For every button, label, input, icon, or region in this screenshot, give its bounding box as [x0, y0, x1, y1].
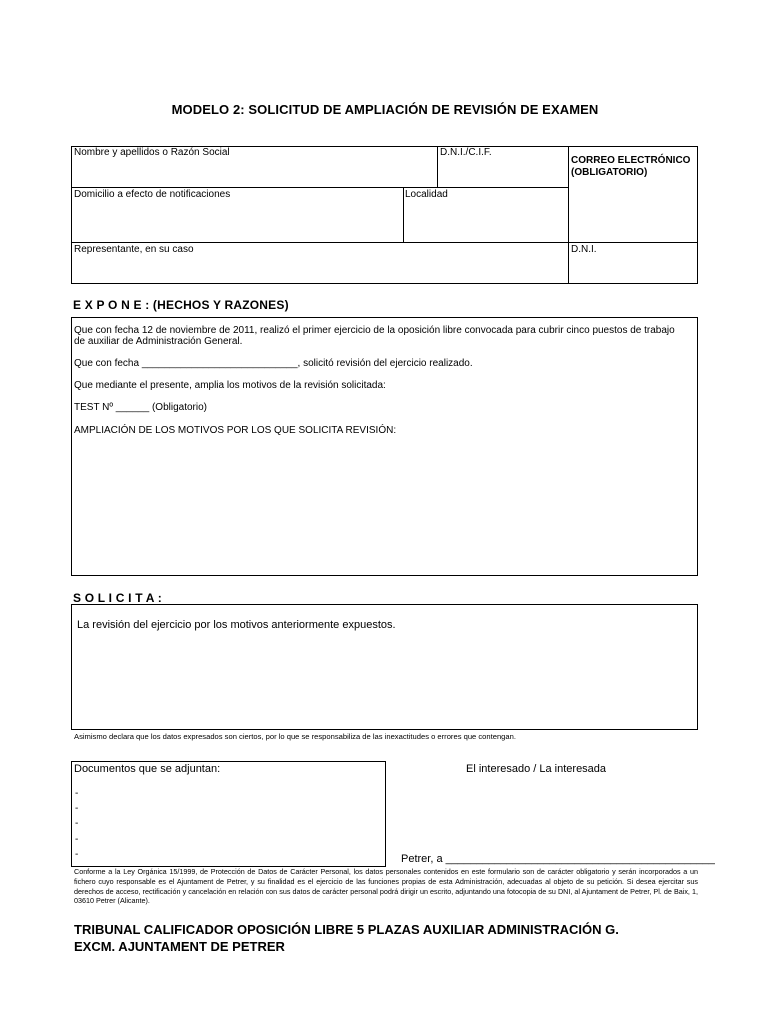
documents-label: Documentos que se adjuntan: [74, 763, 221, 775]
document-item: - [75, 803, 79, 814]
document-item: - [75, 788, 79, 799]
expone-paragraph-3: Que mediante el presente, amplia los motivos de la revisión solicitada: [74, 380, 386, 391]
page-title: MODELO 2: SOLICITUD DE AMPLIACIÓN DE REVISIÓN DE EXAMEN [171, 102, 599, 117]
interested-label: El interesado / La interesada [466, 763, 607, 775]
document-item: - [75, 818, 79, 829]
dni-cif-field[interactable]: D.N.I./C.I.F. [440, 147, 492, 158]
email-required-label: (OBLIGATORIO) [571, 167, 648, 178]
data-protection-notice: Conforme a la Ley Orgánica 15/1999, de Protección de Datos de Carácter Personal, los datos personales contenidos en este formulario son de carácter obligatorio y serán incorporados a un fichero cuyo responsable es el Ajuntament de Petrer, y su finalidad es el ejercicio de las funciones propias de esta Administración, adecuadas al objeto de su petición. Si desea ejercitar sus derechos de acceso, rectificación y cancelación en relación con sus datos de carácter personal podrá dirigir un escrito, adjuntando una fotocopia de su DNI, al Ajuntament de Petrer, Pl. de Baix, 1, 03610 Petrer (Alicante). [74, 867, 698, 906]
place-date-line[interactable]: Petrer, a ____________________________________________ [401, 853, 715, 865]
solicita-text: La revisión del ejercicio por los motivos anteriormente expuestos. [77, 619, 396, 631]
representative-field[interactable]: Representante, en su caso [74, 244, 194, 255]
locality-field[interactable]: Localidad [405, 189, 448, 200]
divider [437, 146, 438, 187]
divider [71, 242, 698, 243]
divider [403, 187, 404, 242]
document-item: - [75, 834, 79, 845]
footer-line-2: EXCM. AJUNTAMENT DE PETRER [74, 939, 285, 954]
dni-field[interactable]: D.N.I. [571, 244, 597, 255]
document-item: - [75, 849, 79, 860]
footer-line-1: TRIBUNAL CALIFICADOR OPOSICIÓN LIBRE 5 PLAZAS AUXILIAR ADMINISTRACIÓN G. [74, 922, 619, 937]
reasons-label: AMPLIACIÓN DE LOS MOTIVOS POR LOS QUE SOLICITA REVISIÓN: [74, 425, 397, 436]
expone-heading: E X P O N E : (HECHOS Y RAZONES) [73, 298, 289, 312]
expone-paragraph-1a: Que con fecha 12 de noviembre de 2011, realizó el primer ejercicio de la oposición libre convocada para cubrir cinco puestos de trabajo [74, 325, 675, 336]
name-field[interactable]: Nombre y apellidos o Razón Social [74, 147, 230, 158]
documents-box[interactable] [71, 761, 386, 867]
email-field[interactable] [569, 181, 697, 241]
divider [71, 187, 569, 188]
expone-paragraph-1b: de auxiliar de Administración General. [74, 336, 243, 347]
expone-date-line: Que con fecha ____________________________, solicitó revisión del ejercicio realizado. [74, 358, 473, 369]
solicita-heading: S O L I C I T A : [73, 591, 162, 605]
expone-box[interactable] [71, 317, 698, 576]
footer-tribunal [74, 921, 714, 955]
test-number-line: TEST Nº ______ (Obligatorio) [74, 402, 207, 413]
address-field[interactable]: Domicilio a efecto de notificaciones [74, 189, 231, 200]
declaration-text: Asimismo declara que los datos expresados son ciertos, por lo que se responsabiliza de las inexactitudes o errores que contengan. [74, 732, 516, 741]
email-label: CORREO ELECTRÓNICO [571, 155, 691, 166]
